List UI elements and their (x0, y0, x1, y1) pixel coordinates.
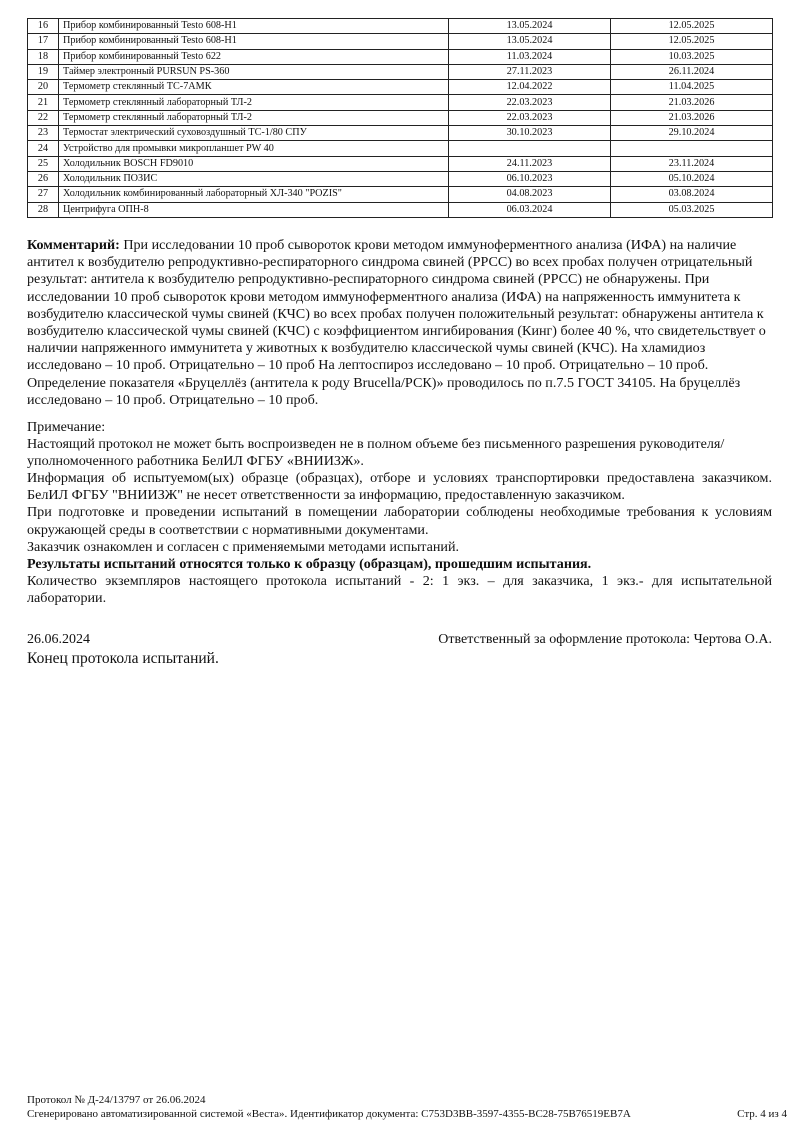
note-reproduction: Настоящий протокол не может быть воспроизведен не в полном объеме без письменного разрешения руководителя/уполномоченного работника БелИЛ ФГБУ «ВНИИЗЖ». (27, 436, 725, 470)
equipment-name: Термометр стеклянный ТС-7АМК (59, 80, 449, 95)
equipment-name: Холодильник комбинированный лабораторный ХЛ-340 "POZIS" (59, 187, 449, 202)
signature-date: 26.06.2024 (27, 632, 90, 647)
verification-date: 27.11.2023 (449, 64, 611, 79)
table-row (28, 202, 773, 217)
equipment-name: Термометр стеклянный лабораторный ТЛ-2 (59, 110, 449, 125)
table-row (28, 156, 773, 171)
row-number: 19 (28, 64, 59, 79)
equipment-name: Прибор комбинированный Testo 608-H1 (59, 19, 449, 34)
table-row (28, 49, 773, 64)
verification-date: 24.11.2023 (449, 156, 611, 171)
valid-until-date: 12.05.2025 (611, 34, 773, 49)
equipment-name: Холодильник BOSCH FD9010 (59, 156, 449, 171)
signature-responsible: Ответственный за оформление протокола: Чертова О.А. (438, 632, 772, 647)
footer-protocol-number: Протокол № Д-24/13797 от 26.06.2024 (27, 1094, 206, 1106)
row-number: 28 (28, 202, 59, 217)
row-number: 18 (28, 49, 59, 64)
valid-until-date: 10.03.2025 (611, 49, 773, 64)
table-row (28, 19, 773, 34)
note-methods: Заказчик ознакомлен и согласен с применяемыми методами испытаний. (27, 538, 460, 555)
valid-until-date: 21.03.2026 (611, 95, 773, 110)
footer-page-number: Стр. 4 из 4 (737, 1108, 787, 1120)
end-of-protocol: Конец протокола испытаний. (27, 650, 219, 667)
note-copies: Количество экземпляров настоящего протокола испытаний - 2: 1 экз. – для заказчика, 1 экз.- для испытательной лаборатории. (27, 572, 772, 606)
row-number: 17 (28, 34, 59, 49)
valid-until-date: 21.03.2026 (611, 110, 773, 125)
row-number: 26 (28, 171, 59, 186)
valid-until-date (611, 141, 773, 156)
valid-until-date: 12.05.2025 (611, 19, 773, 34)
page-footer (27, 1093, 787, 1121)
valid-until-date: 05.03.2025 (611, 202, 773, 217)
equipment-name: Холодильник ПОЗИС (59, 171, 449, 186)
verification-date: 04.08.2023 (449, 187, 611, 202)
table-row (28, 141, 773, 156)
valid-until-date: 29.10.2024 (611, 126, 773, 141)
valid-until-date: 03.08.2024 (611, 187, 773, 202)
row-number: 25 (28, 156, 59, 171)
table-row (28, 126, 773, 141)
row-number: 21 (28, 95, 59, 110)
comment-text: При исследовании 10 проб сывороток крови методом иммуноферментного анализа (ИФА) на наличие антител к возбудителю репродуктивно-респираторного синдрома свиней (РРСС) во всех пробах получен отрицательный результат: антитела к возбудителю репродуктивно-респираторного синдрома свиней (РРСС) не обнаружены. При исследовании 10 проб сывороток крови методом иммуноферментного анализа (ИФА) на напряженность иммунитета к возбудителю классической чумы свиней (КЧС) во всех пробах получен положительный результат: обнаружены антитела к возбудителю классической чумы свиней (КЧС) с коэффициентом ингибирования (Кинг) более 40 %, что свидетельствует о наличии напряженного иммунитета у животных к возбудителю классической чумы свиней (КЧС). На хламидиоз исследовано – 10 проб. Отрицательно – 10 проб На лептоспироз исследовано – 10 проб. Отрицательно – 10 проб. Определение показателя «Бруцеллёз (антитела к роду Brucella/РСК)» проводилось по п.7.5 ГОСТ 34105. На бруцеллёз исследовано – 10 проб. Отрицательно – 10 проб. (27, 237, 766, 408)
table-row (28, 171, 773, 186)
verification-date: 13.05.2024 (449, 19, 611, 34)
equipment-table-body (28, 19, 773, 218)
row-number: 24 (28, 141, 59, 156)
signature-row (27, 631, 772, 648)
verification-date: 12.04.2022 (449, 80, 611, 95)
row-number: 20 (28, 80, 59, 95)
equipment-name: Прибор комбинированный Testo 608-H1 (59, 34, 449, 49)
notes-section (27, 419, 772, 607)
equipment-name: Центрифуга ОПН-8 (59, 202, 449, 217)
verification-date: 13.05.2024 (449, 34, 611, 49)
note-sample-info: Информация об испытуемом(ых) образце (образцах), отборе и условиях транспортировки предоставлена заказчиком. БелИЛ ФГБУ "ВНИИЗЖ" не несет ответственности за информацию, предоставленную заказчиком. (27, 470, 772, 504)
footer-generated-info: Сгенерировано автоматизированной системой «Веста». Идентификатор документа: C753D3BB-3597-4355-BC28-75B76519EB7A (27, 1108, 631, 1120)
row-number: 22 (28, 110, 59, 125)
verification-date: 30.10.2023 (449, 126, 611, 141)
verification-date: 11.03.2024 (449, 49, 611, 64)
verification-date: 06.10.2023 (449, 171, 611, 186)
note-results-scope: Результаты испытаний относятся только к образцу (образцам), прошедшим испытания. (27, 555, 592, 572)
valid-until-date: 05.10.2024 (611, 171, 773, 186)
equipment-name: Термометр стеклянный лабораторный ТЛ-2 (59, 95, 449, 110)
comment-paragraph (27, 237, 772, 409)
notes-heading: Примечание: (27, 419, 106, 435)
row-number: 27 (28, 187, 59, 202)
verification-date: 06.03.2024 (449, 202, 611, 217)
equipment-name: Прибор комбинированный Testo 622 (59, 49, 449, 64)
table-row (28, 95, 773, 110)
comment-label: Комментарий: (27, 237, 120, 253)
verification-date (449, 141, 611, 156)
table-row (28, 34, 773, 49)
verification-date: 22.03.2023 (449, 95, 611, 110)
row-number: 16 (28, 19, 59, 34)
table-row (28, 187, 773, 202)
equipment-name: Термостат электрический суховоздушный ТС-1/80 СПУ (59, 126, 449, 141)
table-row (28, 110, 773, 125)
table-row (28, 64, 773, 79)
table-row (28, 80, 773, 95)
note-conditions: При подготовке и проведении испытаний в помещении лаборатории соблюдены необходимые требования к условиям окружающей среды в соответствии с нормативными документами. (27, 504, 772, 538)
valid-until-date: 26.11.2024 (611, 64, 773, 79)
equipment-name: Устройство для промывки микропланшет PW 40 (59, 141, 449, 156)
equipment-table (27, 18, 773, 218)
valid-until-date: 11.04.2025 (611, 80, 773, 95)
valid-until-date: 23.11.2024 (611, 156, 773, 171)
equipment-name: Таймер электронный PURSUN PS-360 (59, 64, 449, 79)
row-number: 23 (28, 126, 59, 141)
verification-date: 22.03.2023 (449, 110, 611, 125)
